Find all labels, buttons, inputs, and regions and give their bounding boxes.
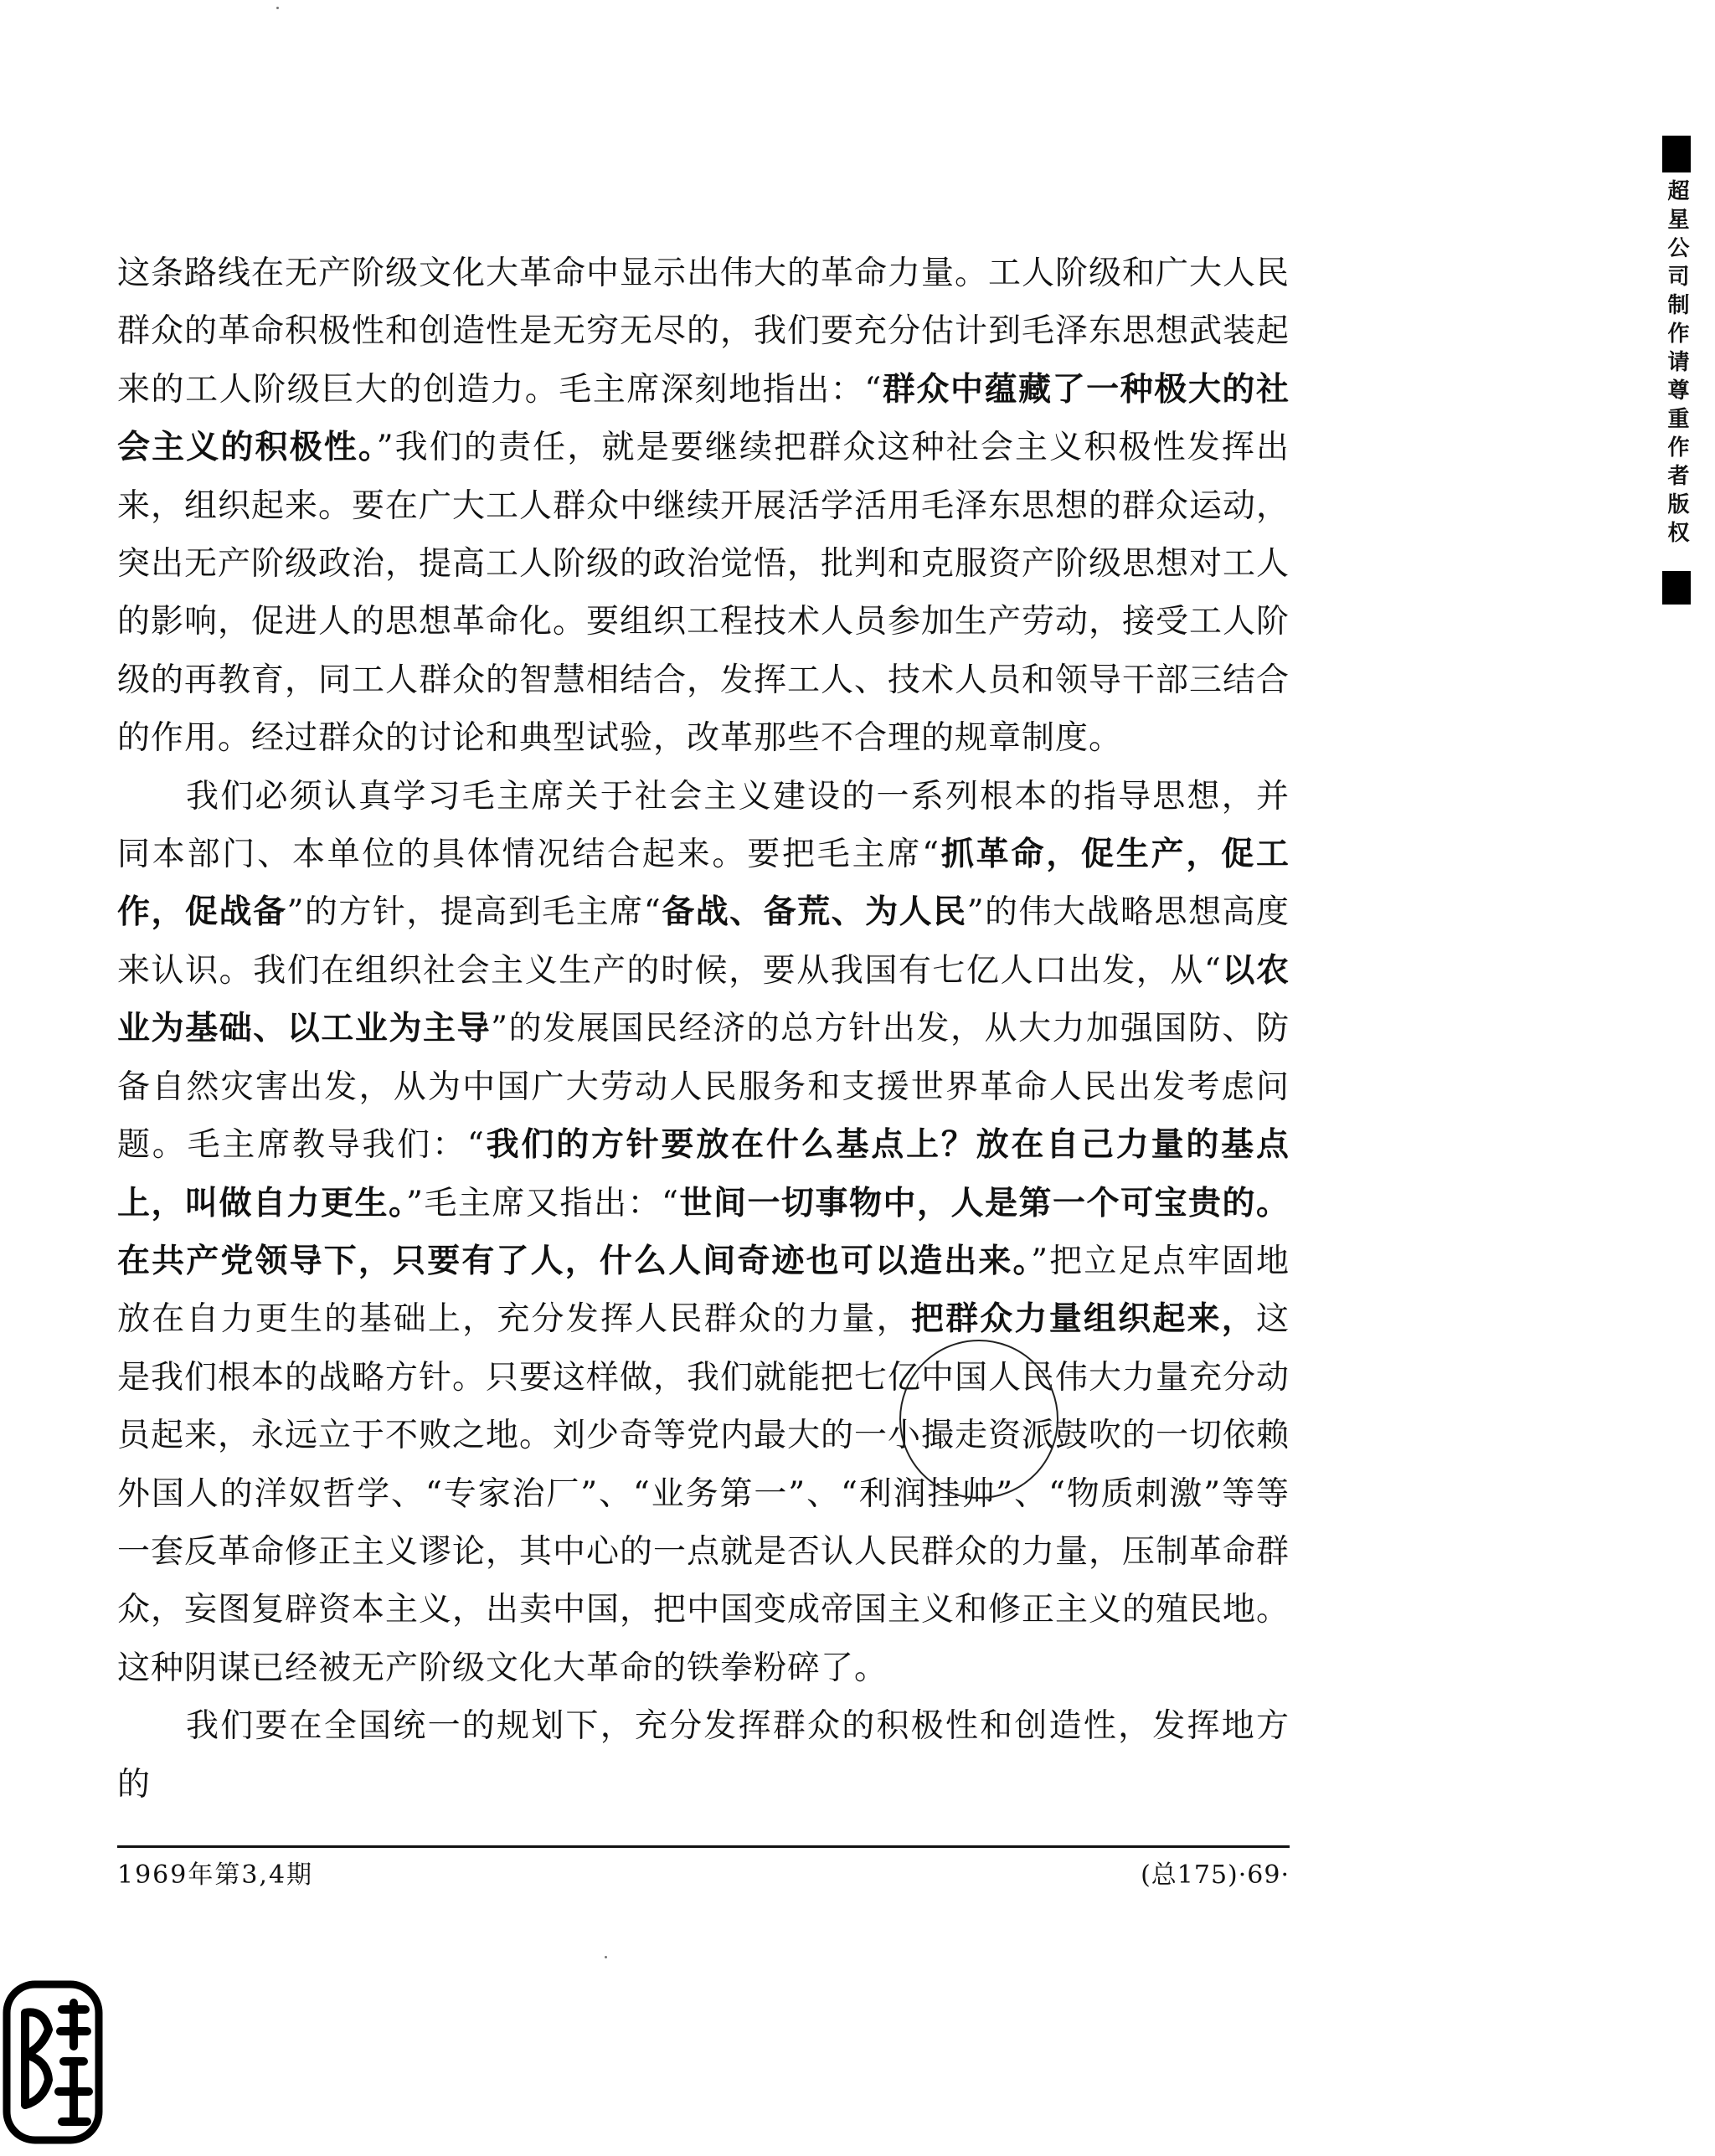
side-bar-top: [1662, 136, 1691, 172]
page-number: (总175)·69·: [1141, 1860, 1290, 1890]
quotation-bold-text: 抓革命，促生产，促工作，促战备: [117, 836, 1290, 932]
footer-rule: [117, 1845, 1290, 1848]
scan-speck: [605, 1956, 607, 1958]
copyright-side-strip: [1662, 136, 1696, 638]
article-body: [117, 244, 1290, 1814]
paragraph-1: [117, 244, 1290, 768]
quotation-bold-text: 备战、备荒、为人民: [661, 893, 967, 932]
body-text: ”的方针，提高到毛主席“: [286, 893, 662, 932]
quotation-bold-text: 以农业为基础、以工业为主导: [117, 951, 1290, 1048]
body-text: ”把立足点牢固地放在自力更生的基础上，充分发挥人民群众的力量，: [117, 1242, 1290, 1339]
quotation-bold-text: 把群众力量组织起来，: [910, 1300, 1256, 1339]
scan-speck: [276, 7, 279, 9]
library-seal-stamp: [0, 1979, 109, 2147]
body-text: 这是我们根本的战略方针。只要这样做，我们就能把七亿中国人民伟大力量充分动员起来，永远立于不败之地。刘少奇等党内最大的一小撮走资派鼓吹的一切依赖外国人的洋奴哲学、“专家治厂”、“业务第一”、“利润挂帅”、“物质刺激”等等一套反革命修正主义谬论，其中心的一点就是否认人民群众的力量，压制革命群众，妄图复辟资本主义，出卖中国，把中国变成帝国主义和修正主义的殖民地。这种阴谋已经被无产阶级文化大革命的铁拳粉碎了。: [117, 1300, 1290, 1687]
quotation-bold-text: 群众中蕴藏了一种极大的社会主义的积极性。: [117, 370, 1290, 467]
quotation-bold-text: 世间一切事物中，人是第一个可宝贵的。在共产党领导下，只要有了人，什么人间奇迹也可以造出来。: [117, 1184, 1290, 1280]
body-text: ”的伟大战略思想高度来认识。我们在组织社会主义生产的时候，要从我国有七亿人口出发，从“: [117, 893, 1290, 990]
issue-label: 1969年第3,4期: [117, 1860, 314, 1890]
paragraph-3: [117, 1697, 1290, 1814]
body-text: ”的发展国民经济的总方针出发，从大力加强国防、防备自然灾害出发，从为中国广大劳动人民服务和支援世界革命人民出发考虑问题。毛主席教导我们：“: [117, 1010, 1290, 1165]
body-text: 我们要在全国统一的规划下，充分发挥群众的积极性和创造性，发挥地方的: [117, 1707, 1290, 1804]
copyright-note: 超星公司制作请尊重作者版权: [1664, 179, 1689, 549]
quotation-bold-text: 我们的方针要放在什么基点上？放在自己力量的基点上，叫做自力更生。: [117, 1126, 1290, 1222]
hand-drawn-circle-mark: [899, 1340, 1058, 1499]
body-text: ”毛主席又指出：“: [406, 1184, 679, 1222]
body-text: 这条路线在无产阶级文化大革命中显示出伟大的革命力量。工人阶级和广大人民群众的革命积极性和创造性是无穷无尽的，我们要充分估计到毛泽东思想武装起来的工人阶级巨大的创造力。毛主席深刻地指出：“: [117, 255, 1290, 409]
side-bar-bottom: [1662, 571, 1691, 605]
paragraph-2: [117, 768, 1290, 1698]
body-text: 我们必须认真学习毛主席关于社会主义建设的一系列根本的指导思想，并同本部门、本单位的具体情况结合起来。要把毛主席“: [117, 777, 1290, 874]
body-text: ”我们的责任，就是要继续把群众这种社会主义积极性发挥出来，组织起来。要在广大工人群众中继续开展活学活用毛泽东思想的群众运动，突出无产阶级政治，提高工人阶级的政治觉悟，批判和克服资产阶级思想对工人的影响，促进人的思想革命化。要组织工程技术人员参加生产劳动，接受工人阶级的再教育，同工人群众的智慧相结合，发挥工人、技术人员和领导干部三结合的作用。经过群众的讨论和典型试验，改革那些不合理的规章制度。: [117, 429, 1290, 758]
